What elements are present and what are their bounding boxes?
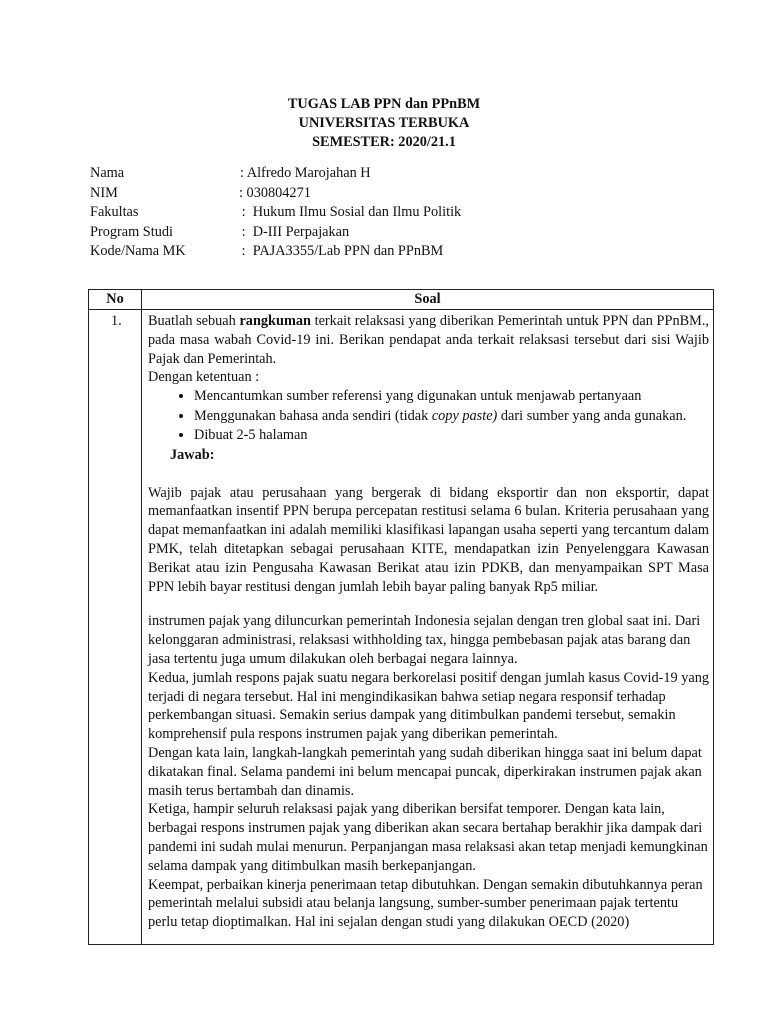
info-value: : PAJA3355/Lab PPN dan PPnBM (238, 243, 444, 259)
answer-paragraph: Dengan kata lain, langkah-langkah pemerintah yang sudah diberikan hingga saat ini belum dapat dikatakan final. Selama pandemi ini belum mencapai puncak, diperkirakan instrumen pajak akan masih terus bertambah dan dinamis. (148, 745, 702, 799)
list-item: • Dibuat 2-5 halaman (194, 426, 709, 446)
answer-paragraph: instrumen pajak yang diluncurkan pemerintah Indonesia sejalan dengan tren global saat ini. Dari kelonggaran administrasi, relaksasi withholding tax, hingga pembebasan pajak atas barang dan jasa tertentu juga umum dilakukan oleh berbagai negara lainnya. (148, 613, 701, 668)
info-row-nim (90, 184, 690, 204)
info-label: Program Studi (90, 223, 174, 240)
question-text (148, 312, 709, 368)
info-label: Kode/Nama MK (90, 243, 186, 259)
ketentuan-label: Dengan ketentuan : (148, 369, 260, 386)
column-header-no: No (89, 290, 142, 310)
header-university: UNIVERSITAS TERBUKA (298, 115, 470, 131)
info-value: : D-III Perpajakan (238, 223, 350, 240)
info-value: : 030804271 (239, 184, 311, 201)
question-table (88, 289, 714, 945)
header-title: TUGAS LAB PPN dan PPnBM (287, 96, 481, 112)
student-info (90, 164, 690, 262)
spacer (148, 596, 709, 612)
answer-paragraph: Wajib pajak atau perusahaan yang bergerak di bidang eksportir dan non eksportir, dapat memanfaatkan insentif PPN berupa percepatan restitusi selama 6 bulan. Kriteria perusahaan yang dapat memanfaatkan ini adalah memiliki klasifikasi lapangan usaha seperti yang tercantum dalam PMK, telah ditetapkan sebagai perusahaan KITE, mendapatkan izin Penyelenggara Kawasan Berikat atau izin Pengusaha Kawasan Berikat atau izin PDKB, dan menyampaikan SPT Masa PPN lebih bayar restitusi dengan jumlah lebih bayar paling banyak Rp5 miliar. (148, 484, 709, 595)
table-header-row (89, 290, 714, 310)
answer-paragraph: Keempat, perbaikan kinerja penerimaan tetap dibutuhkan. Dengan semakin dibutuhkannya peran pemerintah melalui subsidi atau belanja langsung, sumber-sumber penerimaan pajak tertentu perlu tetap dioptimalkan. Hal ini sejalan dengan studi yang dilakukan OECD (2020) (148, 876, 703, 931)
spacer (148, 465, 709, 484)
info-label: NIM (90, 184, 118, 201)
info-label: Nama (90, 165, 125, 181)
info-label: Fakultas (90, 204, 139, 220)
question-answer-cell (142, 310, 714, 945)
answer-paragraph: Ketiga, hampir seluruh relaksasi pajak yang diberikan bersifat temporer. Dengan kata lain, berbagai respons instrumen pajak yang diberikan akan secara bertahap berakhir jika dampak dari pandemi ini sudah mulai menurun. Perpanjangan masa relaksasi akan tetap menjadi kemungkinan selama dampak yang ditimbulkan masih berkepanjangan. (148, 801, 708, 874)
answer-paragraph: Kedua, jumlah respons pajak suatu negara berkorelasi positif dengan jumlah kasus Covid-19 yang terjadi di negara tersebut. Hal ini mengindikasikan bahwa setiap negara responsif terhadap perkembangan situasi. Semakin serius dampak yang ditimbulkan pandemi tersebut, semakin komprehensif pula respons instrumen pajak yang diberikan pemerintah. (148, 669, 710, 743)
list-item: • Mencantumkan sumber referensi yang digunakan untuk menjawab pertanyaan (194, 387, 709, 407)
question-text-start: Buatlah sebuah (148, 313, 240, 329)
question-text-end: terkait relaksasi yang diberikan Pemerintah untuk PPN dan PPnBM., pada masa wabah Covid-19 ini. Berikan pendapat anda terkait relaksasi tersebut dari sisi Wajib Pajak dan Pemerintah. (148, 313, 709, 367)
info-row-program-studi (90, 223, 690, 243)
header-semester: SEMESTER: 2020/21.1 (312, 134, 456, 150)
table-row (89, 310, 714, 945)
list-item (194, 407, 709, 427)
row-number: 1. (89, 310, 142, 945)
answer-label: Jawab: (170, 446, 215, 463)
rule-text: Menggunakan bahasa anda sendiri (tidak (194, 407, 432, 424)
rule-italic-text: copy paste) (431, 407, 498, 424)
rule-text: dari sumber yang anda gunakan. (497, 407, 687, 424)
rules-list (148, 387, 709, 446)
info-value: : Alfredo Marojahan H (240, 165, 371, 181)
info-row-fakultas (90, 203, 690, 223)
document-header (0, 95, 768, 152)
info-row-nama (90, 164, 690, 184)
question-keyword: rangkuman (239, 313, 311, 329)
info-row-kode-mk (90, 242, 690, 262)
info-value: : Hukum Ilmu Sosial dan Ilmu Politik (238, 204, 462, 220)
column-header-soal: Soal (142, 290, 714, 310)
